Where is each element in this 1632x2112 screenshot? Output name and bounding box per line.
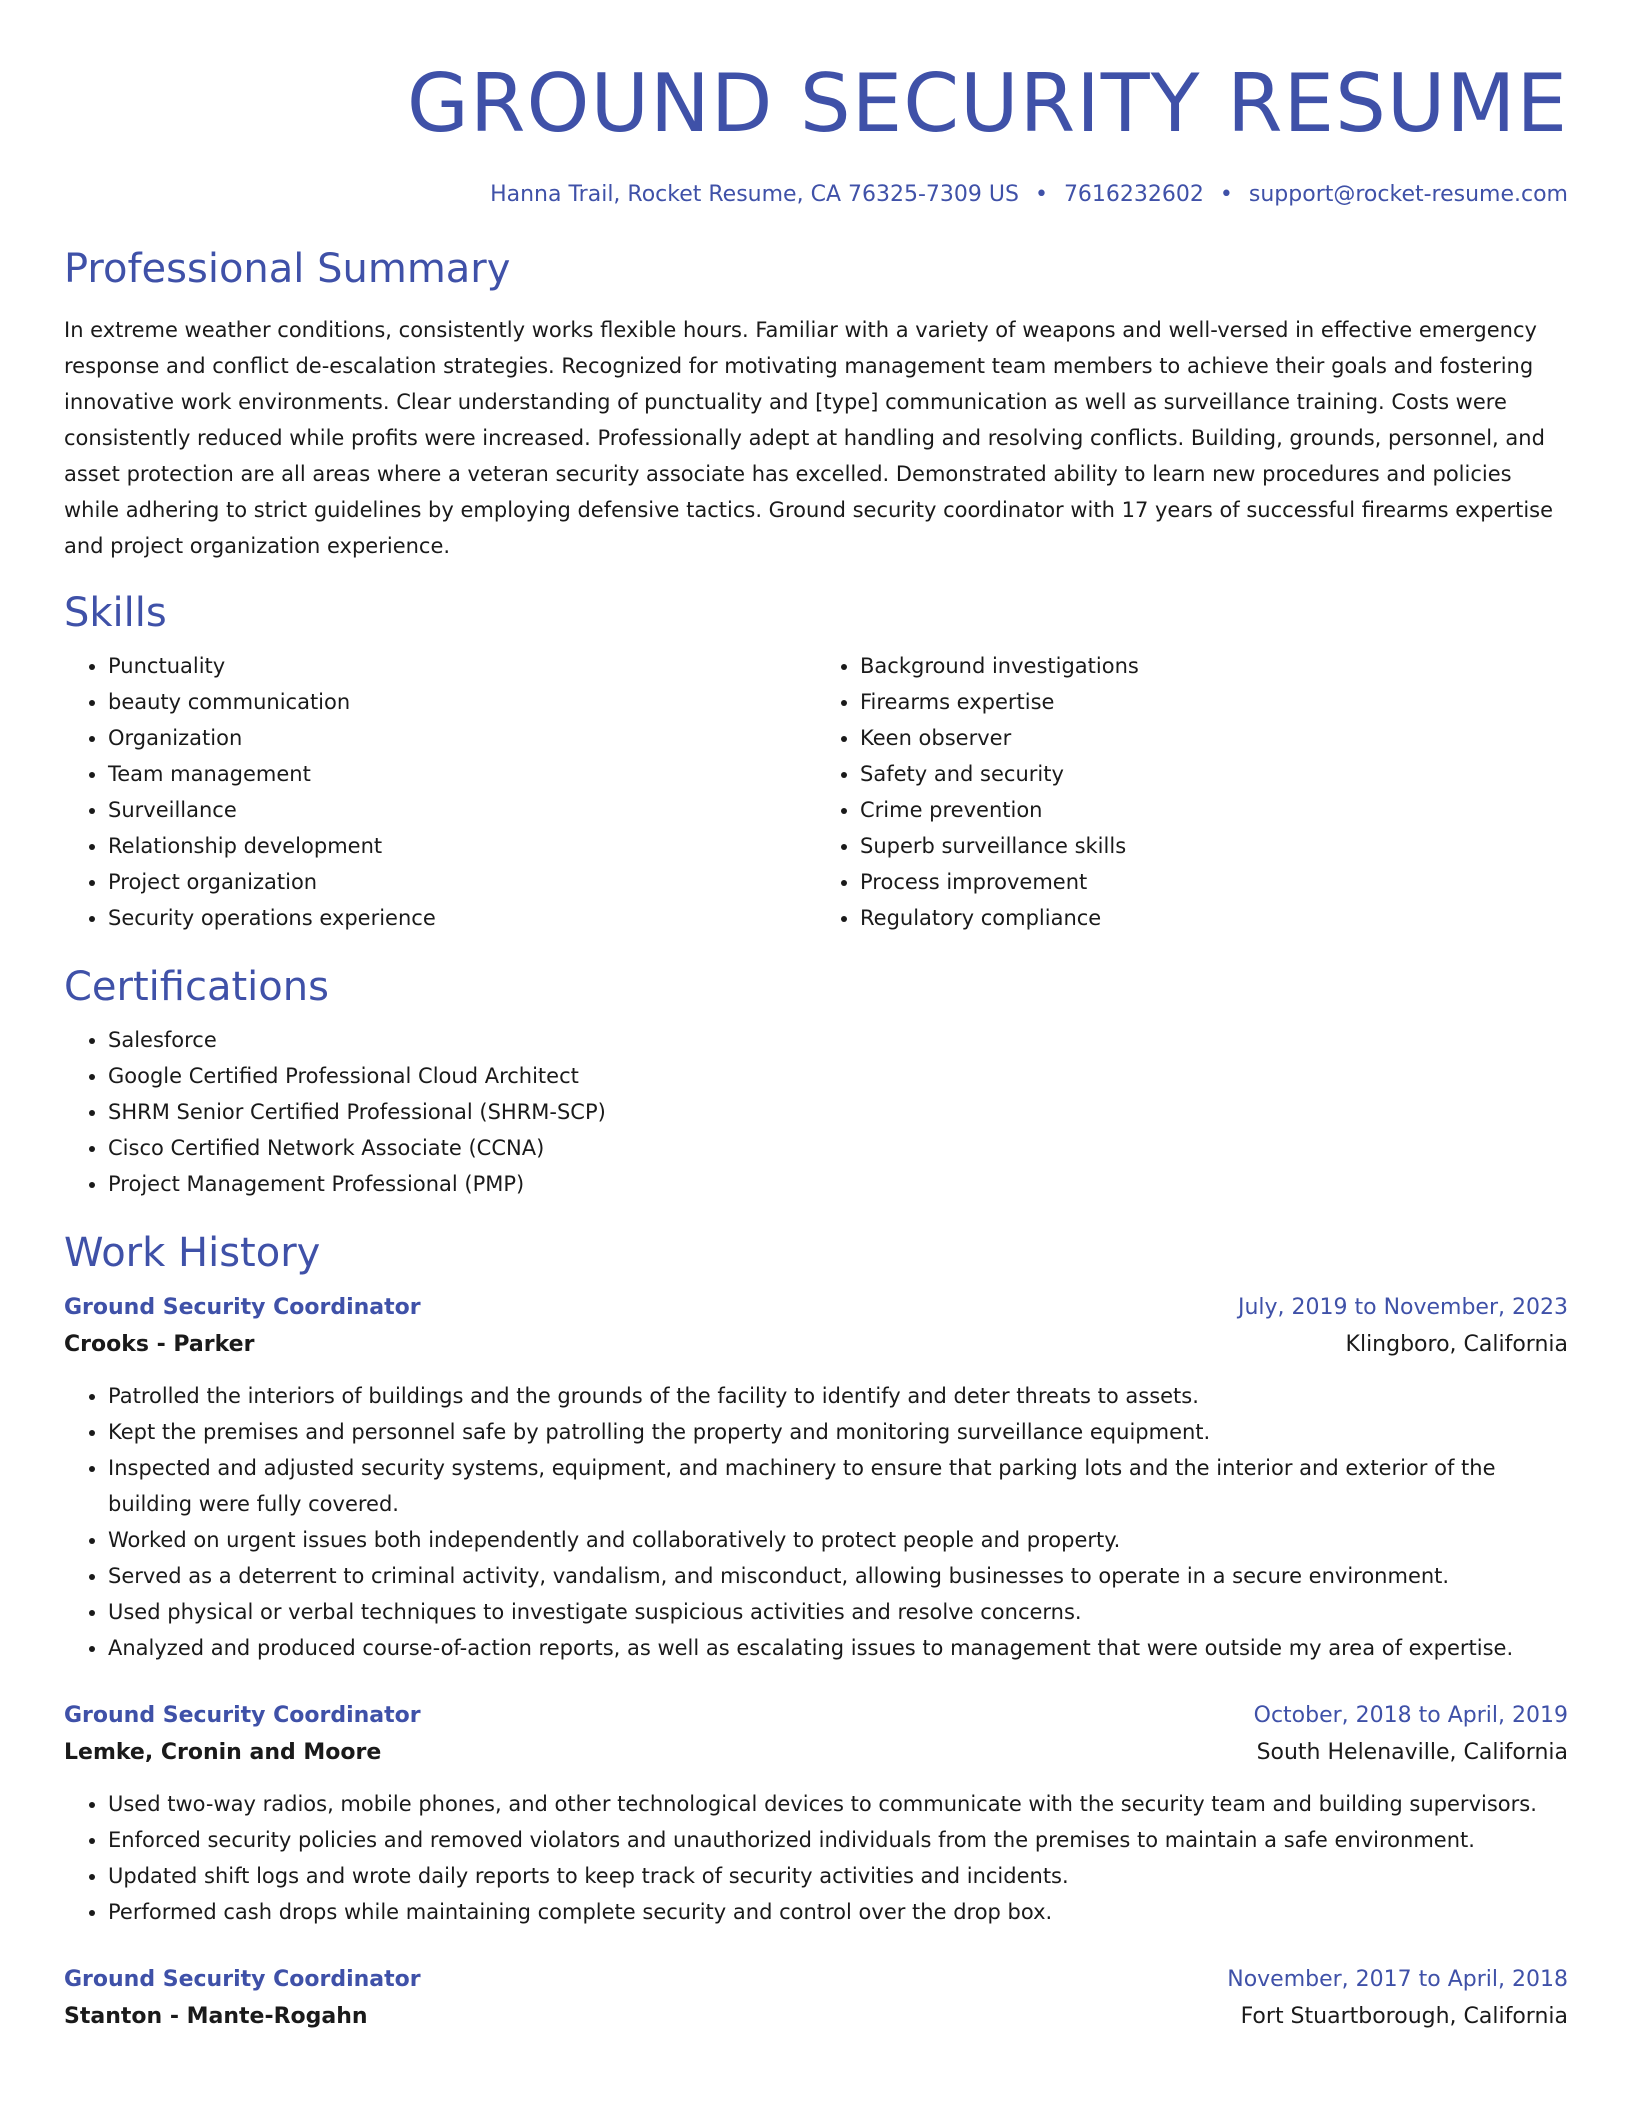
- job-title: Ground Security Coordinator: [64, 1967, 421, 1992]
- contact-separator: •: [1219, 182, 1233, 207]
- job-bullet: • Used physical or verbal techniques to investigate suspicious activities and resolve concerns.: [108, 1594, 1568, 1630]
- section-heading-summary: Professional Summary: [64, 246, 511, 292]
- job-bullet: • Updated shift logs and wrote daily reports to keep track of security activities and incidents.: [108, 1858, 1568, 1894]
- skills-list-right: [816, 648, 1568, 936]
- skill-item: • Process improvement: [860, 864, 1568, 900]
- section-heading-certifications: Certifications: [64, 964, 329, 1010]
- job-company: Stanton - Mante-Rogahn: [64, 2004, 368, 2029]
- contact-email[interactable]: support@rocket-resume.com: [1248, 182, 1568, 207]
- contact-address: Hanna Trail, Rocket Resume, CA 76325-7309 US: [490, 182, 1019, 207]
- certification-item: • Google Certified Professional Cloud Architect: [108, 1058, 1568, 1094]
- skill-item: • beauty communication: [108, 684, 816, 720]
- job-title-row: [64, 1698, 1568, 1734]
- skill-item: • Surveillance: [108, 792, 816, 828]
- job-bullet: • Enforced security policies and removed violators and unauthorized individuals from the premises to maintain a safe environment.: [108, 1822, 1568, 1858]
- job-bullet: • Served as a deterrent to criminal activity, vandalism, and misconduct, allowing businesses to operate in a secure environment.: [108, 1558, 1568, 1594]
- job-bullet: • Worked on urgent issues both independently and collaboratively to protect people and property.: [108, 1522, 1568, 1558]
- work-history-section: [64, 1228, 1568, 2036]
- skill-item: • Superb surveillance skills: [860, 828, 1568, 864]
- job-company-row: [64, 1326, 1568, 1364]
- certification-item: • Salesforce: [108, 1022, 1568, 1058]
- skill-item: • Punctuality: [108, 648, 816, 684]
- skill-item: • Project organization: [108, 864, 816, 900]
- job-company: Lemke, Cronin and Moore: [64, 1740, 382, 1765]
- job-bullets: [64, 1378, 1568, 1666]
- skill-item: • Organization: [108, 720, 816, 756]
- skill-item: • Security operations experience: [108, 900, 816, 936]
- skill-item: • Safety and security: [860, 756, 1568, 792]
- certification-item: • Cisco Certified Network Associate (CCNA): [108, 1130, 1568, 1166]
- section-heading-work-history: Work History: [64, 1230, 321, 1276]
- skill-item: • Keen observer: [860, 720, 1568, 756]
- contact-separator: •: [1034, 182, 1048, 207]
- job-company: Crooks - Parker: [64, 1332, 255, 1357]
- skills-list-left: [64, 648, 816, 936]
- resume-header: [64, 56, 1568, 210]
- summary-text: In extreme weather conditions, consistently works flexible hours. Familiar with a variety of weapons and well-versed in effective emergency response and conflict de-escalation strategies. Recognized for motivating management team members to achieve their goals and fostering innovative work environments. Clear understanding of punctuality and [type] communication as well as surveillance training. Costs were consistently reduced while profits were increased. Professionally adept at handling and resolving conflicts. Building, grounds, personnel, and asset protection are all areas where a veteran security associate has excelled. Demonstrated ability to learn new procedures and policies while adhering to strict guidelines by employing defensive tactics. Ground security coordinator with 17 years of successful firearms expertise and project organization experience.: [64, 318, 1554, 558]
- skill-item: • Regulatory compliance: [860, 900, 1568, 936]
- job-bullet: • Inspected and adjusted security systems, equipment, and machinery to ensure that parking lots and the interior and exterior of the building were fully covered.: [108, 1450, 1568, 1522]
- certifications-section: [64, 962, 1568, 1202]
- contact-line: [64, 180, 1568, 210]
- job-bullet: • Used two-way radios, mobile phones, and other technological devices to communicate with the security team and building supervisors.: [108, 1786, 1568, 1822]
- job-bullets: [64, 1786, 1568, 1930]
- skill-item: • Relationship development: [108, 828, 816, 864]
- job-location: Klingboro, California: [1345, 1332, 1568, 1357]
- skills-section: [64, 588, 1568, 936]
- job-location: Fort Stuartborough, California: [1240, 2004, 1568, 2029]
- job-dates: July, 2019 to November, 2023: [1237, 1295, 1568, 1320]
- job-bullet: • Patrolled the interiors of buildings and the grounds of the facility to identify and deter threats to assets.: [108, 1378, 1568, 1414]
- job-entry: [64, 1290, 1568, 1666]
- skills-grid: [64, 648, 1568, 936]
- contact-phone[interactable]: 7616232602: [1063, 182, 1204, 207]
- skill-item: • Team management: [108, 756, 816, 792]
- job-bullet: • Performed cash drops while maintaining complete security and control over the drop box.: [108, 1894, 1568, 1930]
- skill-item: • Background investigations: [860, 648, 1568, 684]
- section-heading-skills: Skills: [64, 590, 167, 636]
- job-bullet: • Analyzed and produced course-of-action reports, as well as escalating issues to management that were outside my area of expertise.: [108, 1630, 1568, 1666]
- job-title-row: [64, 1962, 1568, 1998]
- job-bullet: • Kept the premises and personnel safe by patrolling the property and monitoring surveillance equipment.: [108, 1414, 1568, 1450]
- skill-item: • Firearms expertise: [860, 684, 1568, 720]
- job-company-row: [64, 1734, 1568, 1772]
- job-dates: October, 2018 to April, 2019: [1253, 1703, 1568, 1728]
- resume-title: GROUND SECURITY RESUME: [406, 57, 1568, 150]
- summary-section: [64, 244, 1568, 564]
- job-title-row: [64, 1290, 1568, 1326]
- certification-item: • SHRM Senior Certified Professional (SHRM-SCP): [108, 1094, 1568, 1130]
- certifications-list: [64, 1022, 1568, 1202]
- job-entry: [64, 1698, 1568, 1930]
- job-entry: [64, 1962, 1568, 2036]
- job-location: South Helenaville, California: [1256, 1740, 1568, 1765]
- job-dates: November, 2017 to April, 2018: [1227, 1967, 1568, 1992]
- certification-item: • Project Management Professional (PMP): [108, 1166, 1568, 1202]
- job-company-row: [64, 1998, 1568, 2036]
- job-title: Ground Security Coordinator: [64, 1295, 421, 1320]
- skill-item: • Crime prevention: [860, 792, 1568, 828]
- job-title: Ground Security Coordinator: [64, 1703, 421, 1728]
